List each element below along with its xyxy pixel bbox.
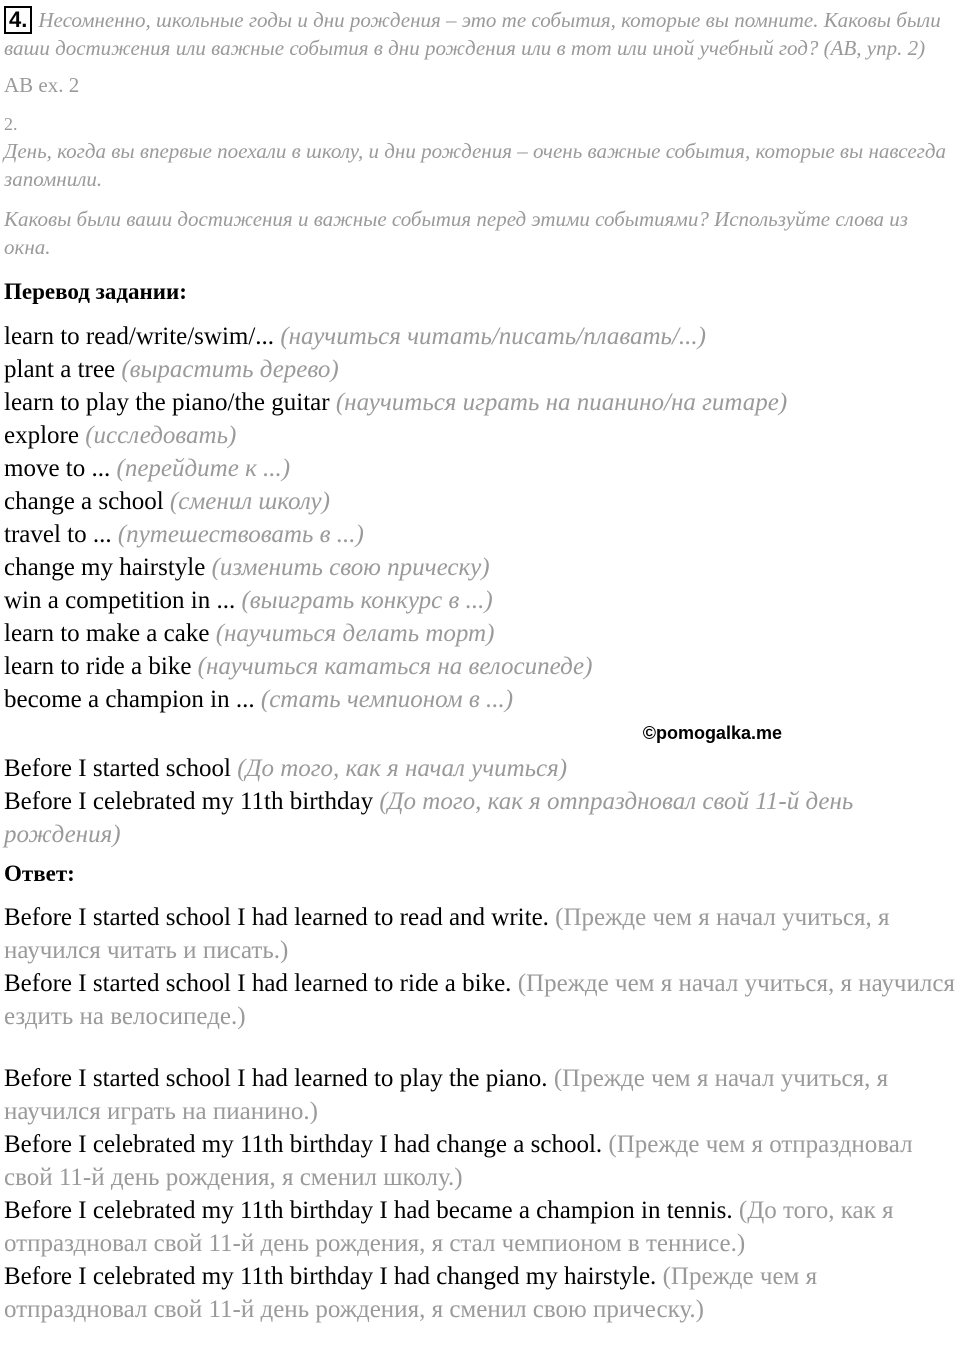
phrase-en: move to ...	[4, 455, 111, 482]
before-list	[4, 752, 956, 851]
copyright-watermark: ©pomogalka.me	[642, 723, 782, 743]
phrase-ru: (сменил школу)	[169, 488, 330, 515]
answer-ru: (Прежде чем я отпраздновал свой 11-й день рождения, я сменил школу.)	[4, 1131, 913, 1191]
answer-item	[4, 1260, 956, 1326]
phrase-en: change a school	[4, 488, 164, 515]
answer-item	[4, 1194, 956, 1260]
answer-en: Before I celebrated my 11th birthday I had change a school.	[4, 1131, 603, 1158]
phrase-item	[4, 551, 956, 584]
before-line	[4, 752, 956, 785]
before-line	[4, 785, 956, 851]
answer-ru: (Прежде чем я начал учиться, я научился играть на пианино.)	[4, 1065, 889, 1125]
phrase-ru: (путешествовать в ...)	[117, 521, 364, 548]
answer-ru: (До того, как я отпраздновал свой 11-й день рождения, я стал чемпионом в теннисе.)	[4, 1197, 894, 1257]
phrase-en: learn to make a cake	[4, 620, 210, 647]
phrase-item	[4, 485, 956, 518]
answer-en: Before I started school I had learned to ride a bike.	[4, 970, 512, 997]
before-ru: (До того, как я начал учиться)	[237, 755, 568, 782]
phrase-item	[4, 353, 956, 386]
phrase-en: explore	[4, 422, 79, 449]
task-number: 4.	[4, 6, 32, 34]
answer-list	[4, 901, 956, 1326]
answer-item	[4, 967, 956, 1033]
phrase-ru: (научиться кататься на велосипеде)	[197, 653, 593, 680]
before-en: Before I celebrated my 11th birthday	[4, 788, 374, 815]
phrase-ru: (стать чемпионом в ...)	[260, 686, 514, 713]
answer-en: Before I celebrated my 11th birthday I had changed my hairstyle.	[4, 1263, 657, 1290]
phrase-en: win a competition in ...	[4, 587, 236, 614]
phrase-item	[4, 584, 956, 617]
before-en: Before I started school	[4, 755, 232, 782]
phrase-item	[4, 617, 956, 650]
answer-item	[4, 1128, 956, 1194]
task-block	[4, 6, 956, 62]
phrase-en: learn to play the piano/the guitar	[4, 389, 330, 416]
answer-item	[4, 901, 956, 967]
phrase-item	[4, 320, 956, 353]
phrase-ru: (научиться играть на пианино/на гитаре)	[335, 389, 788, 416]
phrase-ru: (исследовать)	[85, 422, 237, 449]
answer-item	[4, 1062, 956, 1128]
phrase-item	[4, 419, 956, 452]
phrase-en: change my hairstyle	[4, 554, 206, 581]
phrase-en: plant a tree	[4, 356, 116, 383]
phrase-ru: (научиться делать торт)	[215, 620, 495, 647]
ab-reference: AB ex. 2	[4, 73, 80, 97]
task-text: Несомненно, школьные годы и дни рождения – это те события, которые вы помните. Каковы были ваши достижения или важные события в дни рождения или в тот или иной учебный год? (AB, упр. 2)	[4, 8, 941, 60]
answer-ru: (Прежде чем я начал учиться, я научился ездить на велосипеде.)	[4, 970, 955, 1030]
phrase-ru: (выиграть конкурс в ...)	[241, 587, 493, 614]
phrase-ru: (изменить свою прическу)	[211, 554, 490, 581]
translation-heading: Перевод задании:	[4, 279, 187, 304]
before-ru: (До того, как я отпраздновал свой 11-й день рождения)	[4, 788, 854, 848]
phrase-en: learn to read/write/swim/...	[4, 323, 275, 350]
answer-en: Before I started school I had learned to play the piano.	[4, 1065, 548, 1092]
answer-en: Before I celebrated my 11th birthday I had became a champion in tennis.	[4, 1197, 733, 1224]
phrase-item	[4, 452, 956, 485]
phrase-list	[4, 320, 956, 716]
phrase-ru: (перейдите к ...)	[116, 455, 291, 482]
phrase-en: become a champion in ...	[4, 686, 255, 713]
exercise-number: 2.	[4, 114, 18, 134]
answer-en: Before I started school I had learned to read and write.	[4, 904, 549, 931]
phrase-item	[4, 650, 956, 683]
exercise-text-1: День, когда вы впервые поехали в школу, и дни рождения – очень важные события, которые вы навсегда запомнили.	[4, 139, 946, 191]
exercise-text-2: Каковы были ваши достижения и важные события перед этими событиями? Используйте слова из окна.	[4, 207, 908, 259]
phrase-item	[4, 386, 956, 419]
answer-heading: Ответ:	[4, 861, 75, 886]
phrase-en: learn to ride a bike	[4, 653, 192, 680]
phrase-item	[4, 518, 956, 551]
phrase-ru: (вырастить дерево)	[121, 356, 339, 383]
answer-ru: (Прежде чем я отпраздновал свой 11-й день рождения, я сменил свою прическу.)	[4, 1263, 818, 1323]
phrase-item	[4, 683, 956, 716]
document-page	[4, 0, 956, 1326]
answer-ru: (Прежде чем я начал учиться, я научился читать и писать.)	[4, 904, 890, 964]
phrase-en: travel to ...	[4, 521, 112, 548]
phrase-ru: (научиться читать/писать/плавать/...)	[280, 323, 706, 350]
